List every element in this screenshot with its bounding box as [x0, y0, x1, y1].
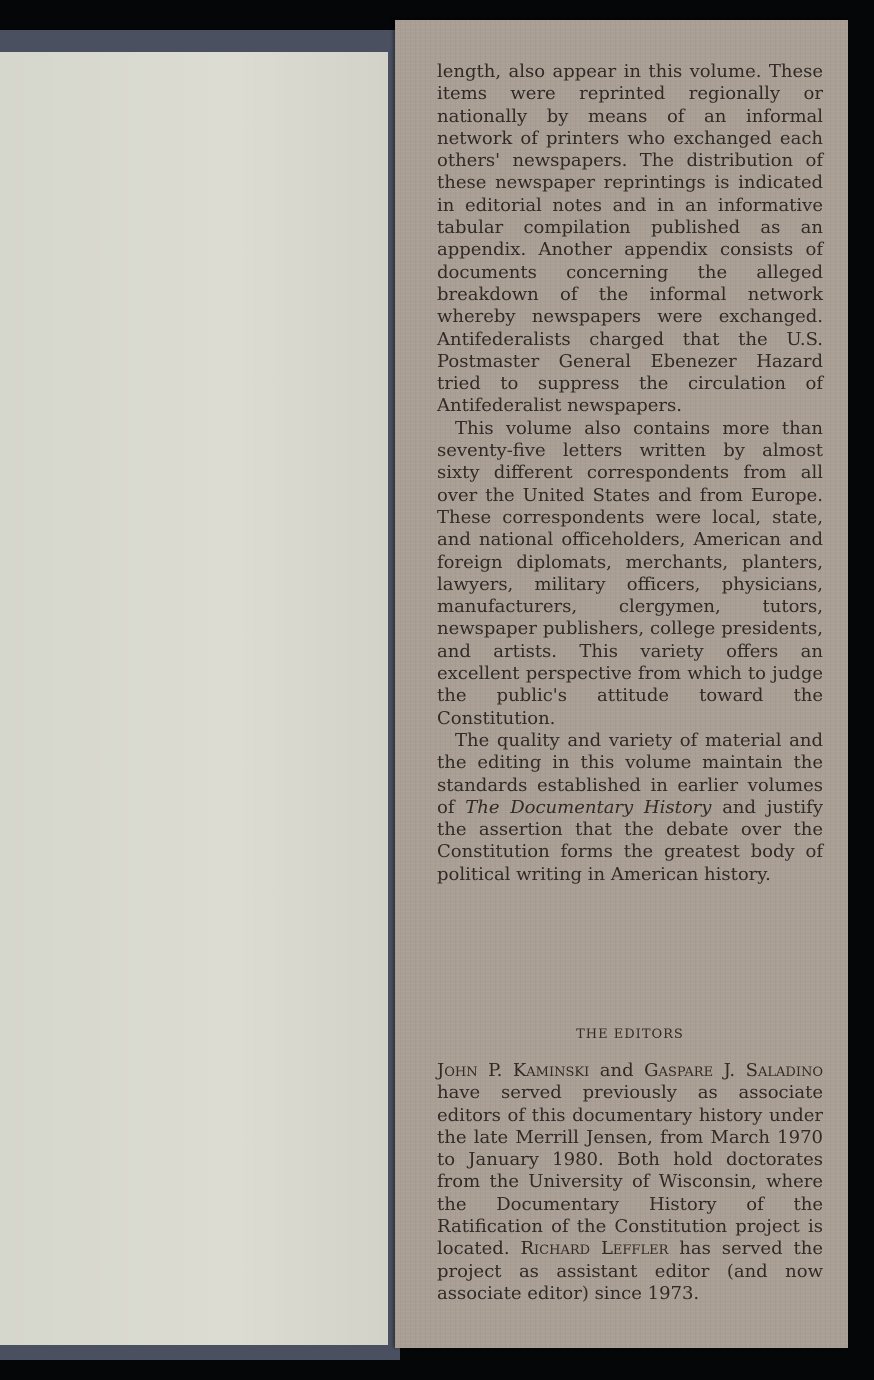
editors-bio	[437, 1060, 823, 1305]
flap-paragraph-2: This volume also contains more than seventy-five letters written by almost sixty different correspondents from all over the United States and from Europe. These correspondents were local, state, and national officeholders, American and foreign diplomats, merchants, planters, lawyers, military officers, physicians, manufacturers, clergymen, tutors, newspaper publishers, college presidents, and artists. This variety offers an excellent perspective from which to judge the public's attitude toward the Constitution.	[437, 417, 823, 729]
book-title-italic: The Documentary History	[465, 796, 712, 818]
flap-description	[437, 61, 823, 886]
editors-and: and	[589, 1060, 645, 1081]
editors-heading: THE EDITORS	[576, 1027, 684, 1042]
editor-name-leffler: Richard Leffler	[520, 1238, 669, 1260]
editors-section	[437, 1027, 823, 1305]
flap-paragraph-3-end: and justify the assertion that the debate over the Constitution forms the greatest body of political writing in American history.	[437, 796, 823, 885]
flap-paragraph-1: length, also appear in this volume. These items were reprinted regionally or nationally by means of an informal network of printers who exchanged each others' newspapers. The distribution of these newspaper reprintings is indicated in editorial notes and in an informative tabular compilation published as an appendix. Another appendix consists of documents concerning the alleged breakdown of the informal network whereby newspapers were exchanged. Antifederalists charged that the U.S. Postmaster General Ebenezer Hazard tried to suppress the circulation of Antifederalist newspapers.	[437, 61, 823, 417]
editor-name-saladino: Gaspare J. Saladino	[644, 1060, 823, 1081]
endpaper-page	[0, 52, 388, 1345]
flap-paragraph-3-start: The quality and variety of material and the editing in this volume maintain the standards established in earlier volumes of	[437, 729, 823, 818]
editors-bio-text-2: has served the project as assistant editor (and now associate editor) since 1973.	[437, 1238, 824, 1304]
flap-paragraph-3	[437, 730, 823, 886]
editor-name-kaminski: John P. Kaminski	[437, 1060, 590, 1081]
editors-bio-text-1: have served previously as associate editors of this documentary history under the late Merrill Jensen, from March 1970 to January 1980. Both hold doctorates from the University of Wisconsin, where the Documentary History of the Ratification of the Constitution project is located.	[437, 1082, 823, 1260]
